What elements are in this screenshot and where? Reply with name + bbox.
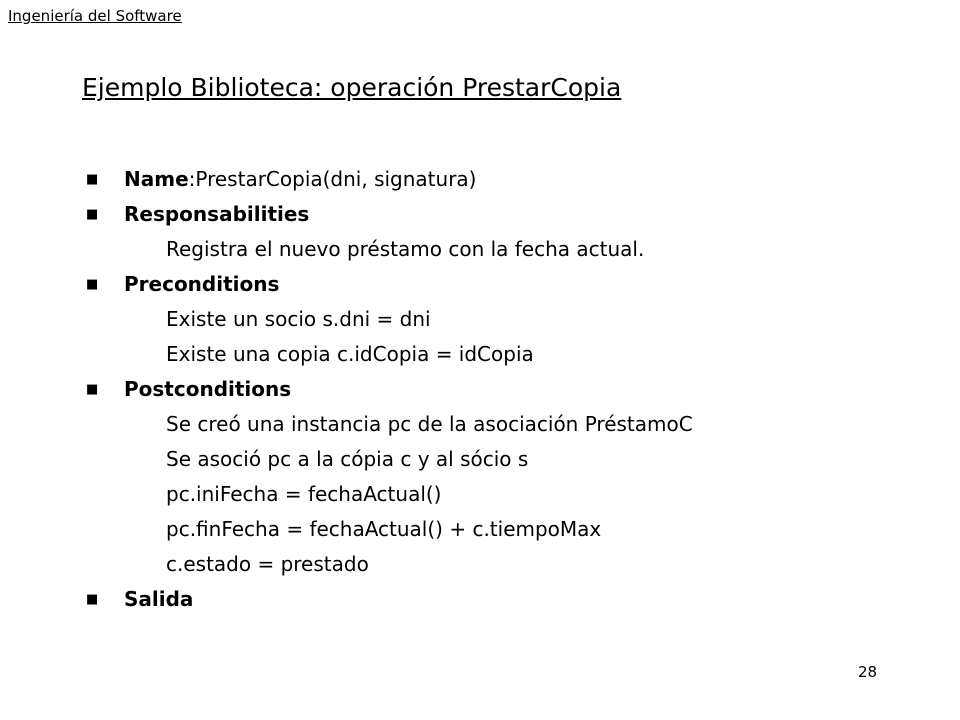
postcondition-line: Se creó una instancia pc de la asociación PréstamoC (166, 412, 693, 436)
course-header-link[interactable]: Ingeniería del Software (8, 7, 182, 25)
slide-title: Ejemplo Biblioteca: operación PrestarCopia (82, 73, 622, 102)
bullet-responsabilities (0, 197, 960, 232)
slide-content (0, 162, 960, 617)
postcondition-line: c.estado = prestado (166, 552, 369, 576)
bullet-square-icon: ■ (86, 277, 99, 292)
section-label-name: Name (124, 167, 189, 191)
bullet-square-icon: ■ (86, 172, 99, 187)
responsabilities-line: Registra el nuevo préstamo con la fecha actual. (166, 237, 645, 261)
page-number: 28 (858, 663, 878, 681)
bullet-square-icon: ■ (86, 382, 99, 397)
section-inline-name: :PrestarCopia(dni, signatura) (188, 167, 477, 191)
precondition-line: Existe un socio s.dni = dni (166, 307, 431, 331)
bullet-name (0, 162, 960, 197)
postcondition-line: pc.iniFecha = fechaActual() (166, 482, 442, 506)
bullet-preconditions (0, 267, 960, 302)
section-label-postconditions: Postconditions (124, 377, 292, 401)
bullet-salida (0, 582, 960, 617)
section-label-preconditions: Preconditions (124, 272, 280, 296)
bullet-postconditions (0, 372, 960, 407)
bullet-square-icon: ■ (86, 207, 99, 222)
section-label-responsabilities: Responsabilities (124, 202, 310, 226)
postcondition-line: pc.finFecha = fechaActual() + c.tiempoMax (166, 517, 602, 541)
postcondition-line: Se asoció pc a la cópia c y al sócio s (166, 447, 529, 471)
bullet-square-icon: ■ (86, 592, 99, 607)
precondition-line: Existe una copia c.idCopia = idCopia (166, 342, 534, 366)
section-label-salida: Salida (124, 587, 194, 611)
